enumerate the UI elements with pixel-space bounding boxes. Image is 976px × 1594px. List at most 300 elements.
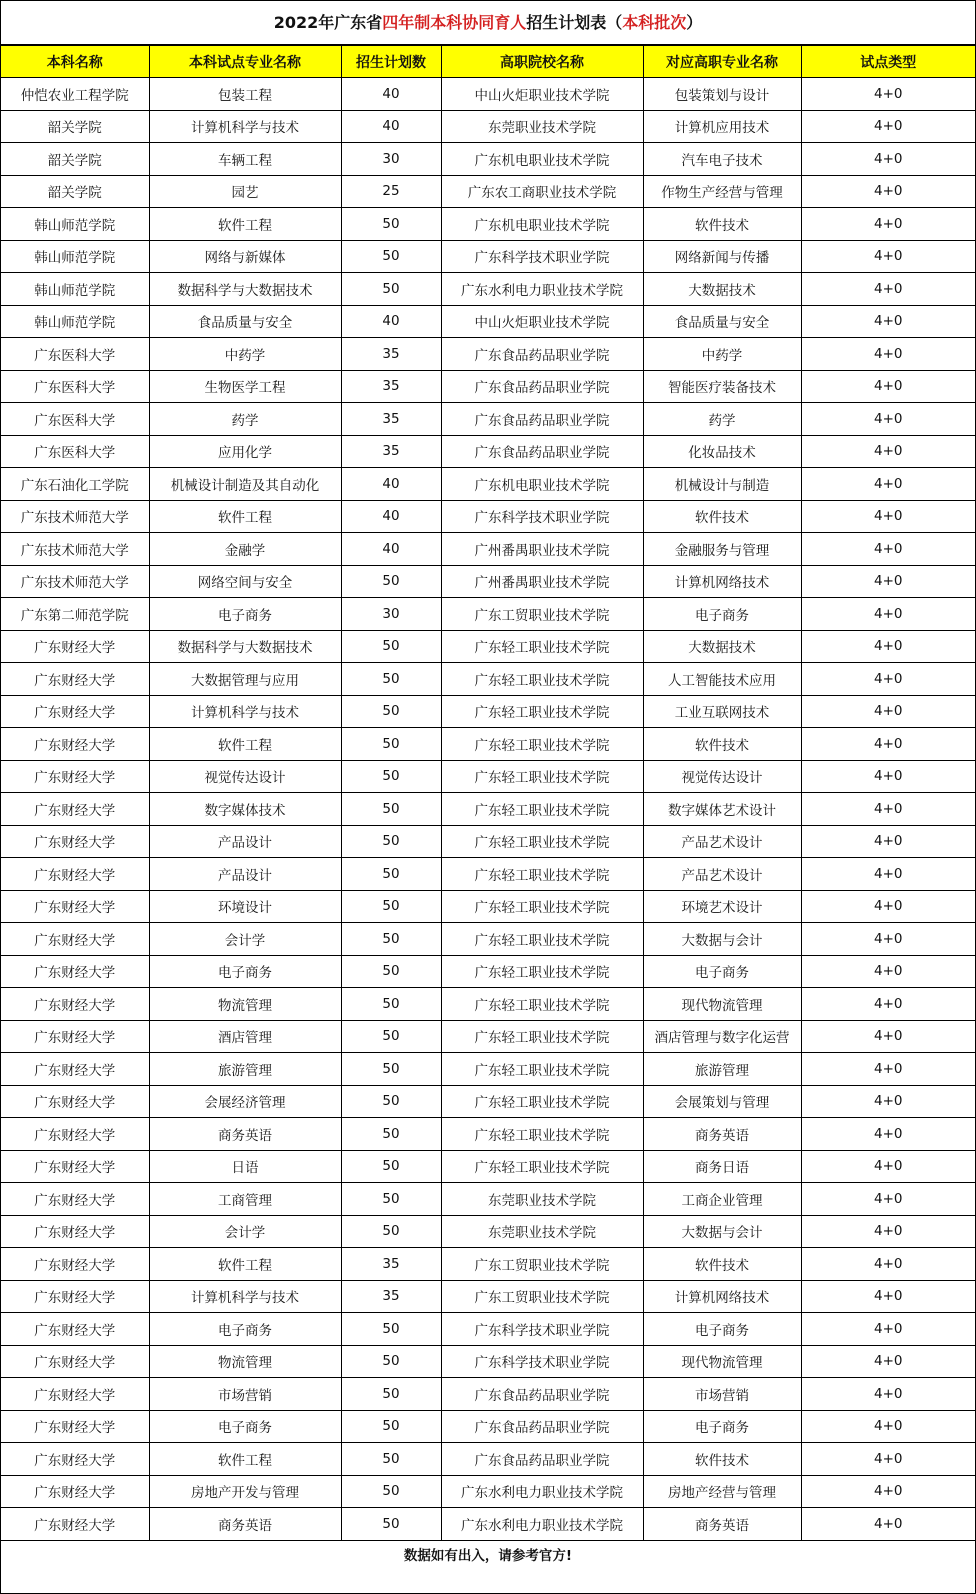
table-row [1,1020,975,1053]
cell-enrollment-quota: 50 [341,1215,441,1248]
cell-vocational-major: 工业互联网技术 [643,695,801,728]
cell-enrollment-quota: 50 [341,1508,441,1541]
table-row [1,338,975,371]
cell-vocational-college: 广东轻工职业技术学院 [441,663,643,696]
cell-vocational-major: 智能医疗装备技术 [643,370,801,403]
cell-pilot-type: 4+0 [801,1150,975,1183]
cell-vocational-college: 广东轻工职业技术学院 [441,1150,643,1183]
cell-enrollment-quota: 35 [341,435,441,468]
cell-undergrad-school: 广东技术师范大学 [1,565,149,598]
cell-pilot-major: 生物医学工程 [149,370,341,403]
cell-undergrad-school: 广东财经大学 [1,988,149,1021]
cell-pilot-type: 4+0 [801,1085,975,1118]
cell-pilot-major: 计算机科学与技术 [149,1280,341,1313]
cell-pilot-major: 金融学 [149,533,341,566]
cell-enrollment-quota: 35 [341,1280,441,1313]
table-row [1,143,975,176]
cell-enrollment-quota: 50 [341,1183,441,1216]
cell-undergrad-school: 广东财经大学 [1,1443,149,1476]
cell-vocational-college: 广东科学技术职业学院 [441,500,643,533]
cell-pilot-type: 4+0 [801,240,975,273]
cell-pilot-major: 旅游管理 [149,1053,341,1086]
cell-undergrad-school: 广东医科大学 [1,370,149,403]
cell-pilot-major: 软件工程 [149,1443,341,1476]
table-row [1,695,975,728]
cell-vocational-college: 广东食品药品职业学院 [441,1410,643,1443]
cell-vocational-major: 软件技术 [643,1248,801,1281]
cell-vocational-major: 工商企业管理 [643,1183,801,1216]
cell-pilot-major: 电子商务 [149,1313,341,1346]
cell-pilot-type: 4+0 [801,1475,975,1508]
cell-vocational-major: 软件技术 [643,728,801,761]
cell-undergrad-school: 韩山师范学院 [1,208,149,241]
cell-vocational-college: 广东科学技术职业学院 [441,1313,643,1346]
cell-undergrad-school: 韩山师范学院 [1,305,149,338]
cell-pilot-type: 4+0 [801,1345,975,1378]
cell-vocational-major: 市场营销 [643,1378,801,1411]
table-row [1,923,975,956]
cell-enrollment-quota: 40 [341,500,441,533]
table-row [1,468,975,501]
cell-enrollment-quota: 40 [341,468,441,501]
cell-vocational-major: 食品质量与安全 [643,305,801,338]
cell-undergrad-school: 韶关学院 [1,175,149,208]
cell-enrollment-quota: 30 [341,598,441,631]
cell-enrollment-quota: 50 [341,208,441,241]
table-row [1,598,975,631]
cell-enrollment-quota: 35 [341,1248,441,1281]
cell-vocational-major: 金融服务与管理 [643,533,801,566]
table-row [1,240,975,273]
cell-undergrad-school: 广东医科大学 [1,338,149,371]
cell-undergrad-school: 广东医科大学 [1,435,149,468]
cell-undergrad-school: 广东财经大学 [1,663,149,696]
cell-pilot-major: 药学 [149,403,341,436]
cell-enrollment-quota: 50 [341,1118,441,1151]
cell-pilot-type: 4+0 [801,403,975,436]
cell-pilot-type: 4+0 [801,533,975,566]
cell-pilot-type: 4+0 [801,273,975,306]
cell-pilot-type: 4+0 [801,78,975,111]
cell-vocational-major: 电子商务 [643,598,801,631]
cell-pilot-major: 会展经济管理 [149,1085,341,1118]
cell-vocational-major: 电子商务 [643,955,801,988]
cell-enrollment-quota: 50 [341,988,441,1021]
cell-pilot-major: 酒店管理 [149,1020,341,1053]
table-row [1,630,975,663]
cell-vocational-college: 广东轻工职业技术学院 [441,1020,643,1053]
cell-pilot-major: 电子商务 [149,1410,341,1443]
cell-pilot-type: 4+0 [801,1183,975,1216]
cell-enrollment-quota: 50 [341,630,441,663]
cell-pilot-type: 4+0 [801,630,975,663]
cell-pilot-type: 4+0 [801,370,975,403]
cell-vocational-major: 大数据与会计 [643,923,801,956]
cell-vocational-major: 计算机网络技术 [643,1280,801,1313]
cell-pilot-type: 4+0 [801,1313,975,1346]
cell-undergrad-school: 广东财经大学 [1,1215,149,1248]
cell-undergrad-school: 广东财经大学 [1,1508,149,1541]
cell-pilot-type: 4+0 [801,760,975,793]
cell-enrollment-quota: 50 [341,1053,441,1086]
cell-enrollment-quota: 40 [341,533,441,566]
cell-undergrad-school: 广东财经大学 [1,1410,149,1443]
cell-enrollment-quota: 50 [341,1345,441,1378]
cell-undergrad-school: 韶关学院 [1,143,149,176]
cell-vocational-major: 人工智能技术应用 [643,663,801,696]
cell-enrollment-quota: 50 [341,1150,441,1183]
cell-vocational-college: 广东工贸职业技术学院 [441,598,643,631]
cell-enrollment-quota: 50 [341,760,441,793]
table-row [1,305,975,338]
cell-enrollment-quota: 50 [341,1020,441,1053]
cell-pilot-type: 4+0 [801,988,975,1021]
cell-vocational-major: 旅游管理 [643,1053,801,1086]
cell-undergrad-school: 广东财经大学 [1,695,149,728]
cell-pilot-type: 4+0 [801,175,975,208]
cell-pilot-type: 4+0 [801,143,975,176]
cell-undergrad-school: 广东财经大学 [1,923,149,956]
cell-vocational-major: 化妆品技术 [643,435,801,468]
table-row [1,175,975,208]
cell-pilot-major: 电子商务 [149,955,341,988]
cell-enrollment-quota: 40 [341,305,441,338]
table-row [1,1085,975,1118]
cell-undergrad-school: 仲恺农业工程学院 [1,78,149,111]
table-row [1,1215,975,1248]
table-row [1,1410,975,1443]
column-header-pilot-major: 本科试点专业名称 [149,46,341,78]
cell-undergrad-school: 广东财经大学 [1,1085,149,1118]
cell-pilot-type: 4+0 [801,858,975,891]
cell-vocational-college: 广东轻工职业技术学院 [441,923,643,956]
cell-pilot-major: 软件工程 [149,1248,341,1281]
cell-undergrad-school: 广东第二师范学院 [1,598,149,631]
cell-pilot-major: 园艺 [149,175,341,208]
cell-vocational-college: 广东科学技术职业学院 [441,240,643,273]
cell-vocational-major: 计算机应用技术 [643,110,801,143]
cell-pilot-type: 4+0 [801,208,975,241]
table-row [1,793,975,826]
cell-enrollment-quota: 50 [341,923,441,956]
cell-pilot-type: 4+0 [801,1280,975,1313]
cell-vocational-major: 商务英语 [643,1508,801,1541]
cell-pilot-major: 软件工程 [149,208,341,241]
cell-pilot-major: 会计学 [149,1215,341,1248]
cell-vocational-college: 广东工贸职业技术学院 [441,1280,643,1313]
cell-pilot-major: 数据科学与大数据技术 [149,273,341,306]
cell-undergrad-school: 广东财经大学 [1,1150,149,1183]
cell-pilot-type: 4+0 [801,1118,975,1151]
table-row [1,1378,975,1411]
cell-undergrad-school: 广东财经大学 [1,890,149,923]
cell-vocational-college: 广东机电职业技术学院 [441,143,643,176]
cell-pilot-major: 环境设计 [149,890,341,923]
table-row [1,435,975,468]
title-suffix: ） [686,13,703,32]
cell-vocational-college: 广东轻工职业技术学院 [441,1085,643,1118]
cell-pilot-type: 4+0 [801,923,975,956]
table-row [1,273,975,306]
cell-pilot-type: 4+0 [801,305,975,338]
table-row [1,988,975,1021]
cell-vocational-major: 作物生产经营与管理 [643,175,801,208]
cell-pilot-major: 商务英语 [149,1508,341,1541]
cell-undergrad-school: 广东财经大学 [1,1345,149,1378]
title-batch: 本科批次 [622,13,687,32]
cell-vocational-major: 计算机网络技术 [643,565,801,598]
cell-vocational-college: 广东轻工职业技术学院 [441,858,643,891]
column-header-vocational-college: 高职院校名称 [441,46,643,78]
table-header-row [1,46,975,78]
cell-pilot-type: 4+0 [801,435,975,468]
cell-pilot-type: 4+0 [801,1508,975,1541]
cell-vocational-college: 广东轻工职业技术学院 [441,988,643,1021]
cell-pilot-major: 软件工程 [149,500,341,533]
cell-vocational-college: 广东食品药品职业学院 [441,338,643,371]
cell-pilot-type: 4+0 [801,1410,975,1443]
table-body [1,78,975,1541]
cell-pilot-type: 4+0 [801,598,975,631]
cell-undergrad-school: 广东技术师范大学 [1,533,149,566]
table-row [1,78,975,111]
cell-vocational-major: 包装策划与设计 [643,78,801,111]
cell-vocational-college: 东莞职业技术学院 [441,1183,643,1216]
cell-undergrad-school: 广东财经大学 [1,825,149,858]
cell-pilot-major: 日语 [149,1150,341,1183]
cell-vocational-major: 产品艺术设计 [643,825,801,858]
table-row [1,858,975,891]
cell-enrollment-quota: 50 [341,663,441,696]
cell-undergrad-school: 广东财经大学 [1,1248,149,1281]
cell-vocational-college: 广东轻工职业技术学院 [441,1053,643,1086]
footer-note: 数据如有出入，请参考官方! [403,1547,573,1564]
cell-vocational-college: 广东食品药品职业学院 [441,1443,643,1476]
cell-pilot-type: 4+0 [801,663,975,696]
cell-enrollment-quota: 50 [341,1410,441,1443]
title-middle: 招生计划表（ [526,13,623,32]
cell-pilot-type: 4+0 [801,695,975,728]
page-title [1,1,975,45]
cell-pilot-major: 网络与新媒体 [149,240,341,273]
cell-pilot-type: 4+0 [801,565,975,598]
cell-enrollment-quota: 50 [341,890,441,923]
cell-vocational-college: 广东水利电力职业技术学院 [441,1508,643,1541]
cell-enrollment-quota: 40 [341,78,441,111]
table-row [1,663,975,696]
column-header-pilot-type: 试点类型 [801,46,975,78]
cell-vocational-college: 广东轻工职业技术学院 [441,695,643,728]
cell-enrollment-quota: 50 [341,955,441,988]
cell-undergrad-school: 广东技术师范大学 [1,500,149,533]
table-row [1,1053,975,1086]
cell-undergrad-school: 广东财经大学 [1,1183,149,1216]
cell-pilot-major: 数据科学与大数据技术 [149,630,341,663]
cell-vocational-major: 机械设计与制造 [643,468,801,501]
cell-enrollment-quota: 50 [341,1313,441,1346]
cell-pilot-major: 中药学 [149,338,341,371]
cell-undergrad-school: 广东财经大学 [1,1053,149,1086]
cell-pilot-type: 4+0 [801,1378,975,1411]
cell-vocational-college: 中山火炬职业技术学院 [441,78,643,111]
cell-undergrad-school: 广东财经大学 [1,955,149,988]
cell-pilot-major: 电子商务 [149,598,341,631]
cell-enrollment-quota: 25 [341,175,441,208]
cell-vocational-college: 广东轻工职业技术学院 [441,955,643,988]
column-header-undergrad-school: 本科名称 [1,46,149,78]
cell-enrollment-quota: 50 [341,273,441,306]
cell-pilot-major: 计算机科学与技术 [149,695,341,728]
cell-vocational-college: 广东食品药品职业学院 [441,435,643,468]
table-row [1,1118,975,1151]
table-row [1,1150,975,1183]
cell-undergrad-school: 广东财经大学 [1,858,149,891]
cell-pilot-type: 4+0 [801,1443,975,1476]
cell-vocational-major: 电子商务 [643,1410,801,1443]
cell-enrollment-quota: 50 [341,1378,441,1411]
cell-undergrad-school: 韩山师范学院 [1,240,149,273]
column-header-enrollment-quota: 招生计划数 [341,46,441,78]
table-row [1,1248,975,1281]
cell-vocational-major: 药学 [643,403,801,436]
cell-vocational-college: 广东轻工职业技术学院 [441,890,643,923]
table-row [1,500,975,533]
cell-undergrad-school: 广东财经大学 [1,1280,149,1313]
cell-vocational-major: 现代物流管理 [643,1345,801,1378]
cell-pilot-major: 产品设计 [149,858,341,891]
cell-pilot-major: 房地产开发与管理 [149,1475,341,1508]
cell-undergrad-school: 广东财经大学 [1,760,149,793]
cell-vocational-major: 会展策划与管理 [643,1085,801,1118]
title-prefix: 2022年广东省 [273,13,383,32]
cell-pilot-type: 4+0 [801,890,975,923]
cell-undergrad-school: 韶关学院 [1,110,149,143]
cell-vocational-major: 数字媒体艺术设计 [643,793,801,826]
table-row [1,1313,975,1346]
cell-pilot-major: 数字媒体技术 [149,793,341,826]
cell-vocational-college: 广东轻工职业技术学院 [441,825,643,858]
title-highlight: 四年制本科协同育人 [382,13,527,32]
cell-vocational-college: 广东水利电力职业技术学院 [441,273,643,306]
cell-pilot-major: 软件工程 [149,728,341,761]
cell-vocational-major: 商务英语 [643,1118,801,1151]
cell-enrollment-quota: 50 [341,695,441,728]
cell-vocational-college: 广东食品药品职业学院 [441,370,643,403]
cell-pilot-major: 市场营销 [149,1378,341,1411]
cell-vocational-college: 广东科学技术职业学院 [441,1345,643,1378]
cell-enrollment-quota: 50 [341,240,441,273]
table-row [1,890,975,923]
cell-enrollment-quota: 50 [341,1475,441,1508]
cell-vocational-major: 房地产经营与管理 [643,1475,801,1508]
cell-vocational-college: 广州番禺职业技术学院 [441,565,643,598]
cell-pilot-major: 机械设计制造及其自动化 [149,468,341,501]
cell-vocational-major: 网络新闻与传播 [643,240,801,273]
cell-vocational-major: 软件技术 [643,1443,801,1476]
cell-enrollment-quota: 35 [341,338,441,371]
cell-pilot-type: 4+0 [801,955,975,988]
table-row [1,728,975,761]
cell-undergrad-school: 广东财经大学 [1,728,149,761]
cell-vocational-college: 东莞职业技术学院 [441,1215,643,1248]
cell-pilot-type: 4+0 [801,500,975,533]
cell-undergrad-school: 广东财经大学 [1,630,149,663]
cell-pilot-type: 4+0 [801,338,975,371]
cell-vocational-college: 广东机电职业技术学院 [441,208,643,241]
cell-pilot-major: 产品设计 [149,825,341,858]
cell-enrollment-quota: 30 [341,143,441,176]
cell-enrollment-quota: 50 [341,728,441,761]
cell-enrollment-quota: 50 [341,858,441,891]
cell-enrollment-quota: 50 [341,825,441,858]
cell-vocational-major: 电子商务 [643,1313,801,1346]
table-row [1,208,975,241]
cell-vocational-college: 广东轻工职业技术学院 [441,1118,643,1151]
cell-pilot-major: 车辆工程 [149,143,341,176]
cell-undergrad-school: 广东财经大学 [1,1475,149,1508]
cell-vocational-major: 大数据与会计 [643,1215,801,1248]
table-row [1,955,975,988]
table-row [1,533,975,566]
cell-pilot-major: 商务英语 [149,1118,341,1151]
table-row [1,1475,975,1508]
cell-pilot-type: 4+0 [801,1053,975,1086]
cell-pilot-type: 4+0 [801,1020,975,1053]
cell-undergrad-school: 韩山师范学院 [1,273,149,306]
cell-vocational-college: 广东轻工职业技术学院 [441,630,643,663]
cell-pilot-major: 应用化学 [149,435,341,468]
cell-undergrad-school: 广东财经大学 [1,793,149,826]
cell-vocational-major: 中药学 [643,338,801,371]
cell-vocational-college: 广州番禺职业技术学院 [441,533,643,566]
cell-pilot-type: 4+0 [801,793,975,826]
cell-pilot-type: 4+0 [801,825,975,858]
cell-vocational-college: 广东轻工职业技术学院 [441,760,643,793]
table-row [1,1508,975,1541]
cell-undergrad-school: 广东财经大学 [1,1118,149,1151]
cell-enrollment-quota: 50 [341,793,441,826]
cell-vocational-major: 软件技术 [643,208,801,241]
cell-pilot-major: 大数据管理与应用 [149,663,341,696]
table-row [1,825,975,858]
cell-undergrad-school: 广东财经大学 [1,1313,149,1346]
cell-pilot-major: 视觉传达设计 [149,760,341,793]
cell-vocational-college: 广东农工商职业技术学院 [441,175,643,208]
cell-pilot-type: 4+0 [801,468,975,501]
cell-vocational-college: 广东水利电力职业技术学院 [441,1475,643,1508]
table-row [1,1280,975,1313]
cell-vocational-college: 广东食品药品职业学院 [441,403,643,436]
cell-pilot-major: 包装工程 [149,78,341,111]
cell-pilot-type: 4+0 [801,728,975,761]
cell-vocational-major: 大数据技术 [643,273,801,306]
cell-undergrad-school: 广东财经大学 [1,1020,149,1053]
cell-pilot-major: 物流管理 [149,1345,341,1378]
cell-enrollment-quota: 40 [341,110,441,143]
table-row [1,403,975,436]
cell-vocational-college: 广东机电职业技术学院 [441,468,643,501]
cell-vocational-major: 汽车电子技术 [643,143,801,176]
cell-enrollment-quota: 35 [341,403,441,436]
cell-vocational-college: 广东轻工职业技术学院 [441,793,643,826]
cell-enrollment-quota: 50 [341,1443,441,1476]
cell-vocational-major: 现代物流管理 [643,988,801,1021]
table-row [1,1443,975,1476]
column-header-vocational-major: 对应高职专业名称 [643,46,801,78]
cell-pilot-major: 网络空间与安全 [149,565,341,598]
cell-undergrad-school: 广东医科大学 [1,403,149,436]
cell-vocational-major: 软件技术 [643,500,801,533]
